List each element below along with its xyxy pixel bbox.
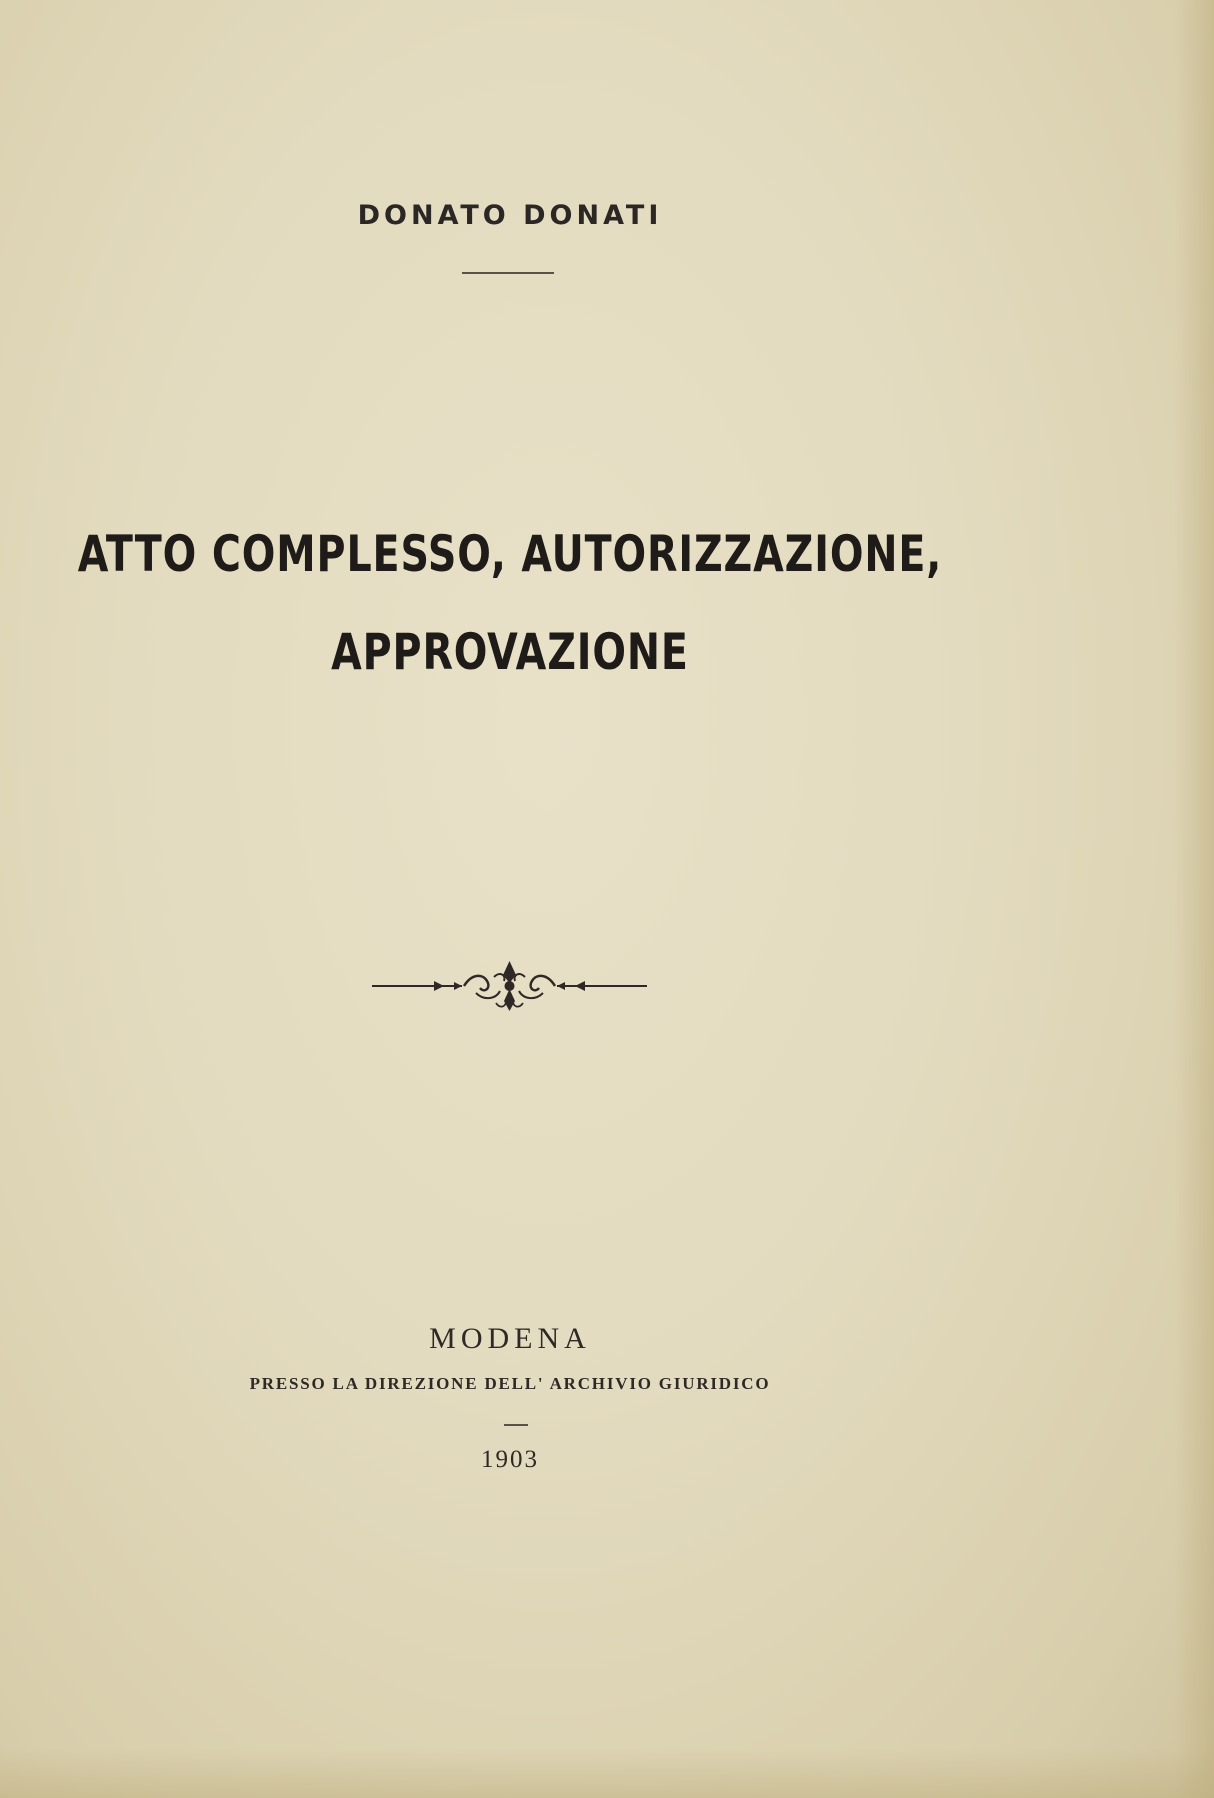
imprint-publisher: PRESSO LA DIREZIONE DELL' ARCHIVIO GIURIDICO xyxy=(249,1374,771,1393)
page-edge-shadow-bottom xyxy=(0,1748,1214,1798)
imprint-rule xyxy=(504,1424,528,1426)
author-rule xyxy=(462,272,554,274)
author-name: DONATO DONATI xyxy=(357,200,663,231)
imprint-city: MODENA xyxy=(429,1322,591,1355)
imprint-year: 1903 xyxy=(481,1446,539,1473)
fleuron-divider-icon xyxy=(372,955,647,1017)
book-title xyxy=(61,505,959,701)
title-line-2: APPROVAZIONE xyxy=(331,623,689,681)
page-edge-shadow xyxy=(1174,0,1214,1798)
title-line-1: ATTO COMPLESSO, AUTORIZZAZIONE, xyxy=(77,525,943,583)
